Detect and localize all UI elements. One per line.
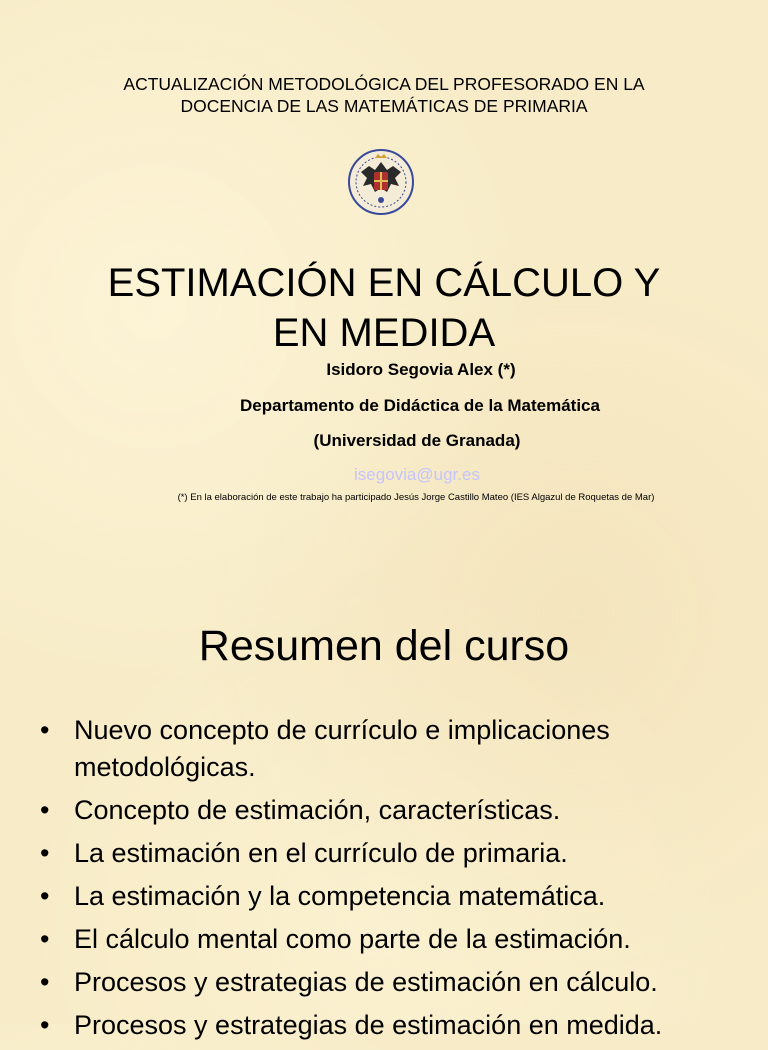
- list-item: [40, 1007, 760, 1044]
- header-line-1: ACTUALIZACIÓN METODOLÓGICA DEL PROFESORADO EN LA: [123, 74, 645, 94]
- bullet-icon: •: [40, 715, 50, 745]
- list-item: [40, 835, 760, 872]
- list-item: [40, 792, 760, 829]
- bullet-icon: •: [40, 1010, 50, 1040]
- list-item-text: Nuevo concepto de currículo e implicaciones metodológicas.: [74, 715, 610, 782]
- list-item-text: Procesos y estrategias de estimación en medida.: [74, 1010, 663, 1040]
- bullet-icon: •: [40, 881, 50, 911]
- list-item-text: El cálculo mental como parte de la estimación.: [74, 924, 631, 954]
- university-name: (Universidad de Granada): [313, 431, 521, 450]
- bullet-icon: •: [40, 838, 50, 868]
- author-name: Isidoro Segovia Alex (*): [326, 360, 516, 379]
- slide-header: [0, 73, 768, 117]
- bullet-icon: •: [40, 967, 50, 997]
- list-item: [40, 712, 760, 786]
- list-item-text: Procesos y estrategias de estimación en cálculo.: [74, 967, 658, 997]
- bullet-icon: •: [40, 795, 50, 825]
- list-item-text: La estimación en el currículo de primaria.: [74, 838, 568, 868]
- list-item: [40, 878, 760, 915]
- bullet-icon: •: [40, 924, 50, 954]
- email-link[interactable]: isegovia@ugr.es: [354, 465, 480, 484]
- list-item-text: Concepto de estimación, características.: [74, 795, 561, 825]
- footnote: (*) En la elaboración de este trabajo ha participado Jesús Jorge Castillo Mateo (IES Algazul de Roquetas de Mar): [177, 492, 655, 503]
- summary-heading: Resumen del curso: [198, 622, 570, 670]
- summary-list: [40, 712, 760, 1050]
- title-line-1: ESTIMACIÓN EN CÁLCULO Y: [107, 261, 661, 305]
- list-item: [40, 964, 760, 1001]
- university-coat-of-arms-icon: [347, 148, 415, 216]
- slide-title: [0, 258, 768, 358]
- list-item-text: La estimación y la competencia matemática.: [74, 881, 606, 911]
- title-line-2: EN MEDIDA: [272, 311, 496, 355]
- header-line-2: DOCENCIA DE LAS MATEMÁTICAS DE PRIMARIA: [180, 96, 588, 116]
- department-name: Departamento de Didáctica de la Matemática: [240, 396, 600, 415]
- list-item: [40, 921, 760, 958]
